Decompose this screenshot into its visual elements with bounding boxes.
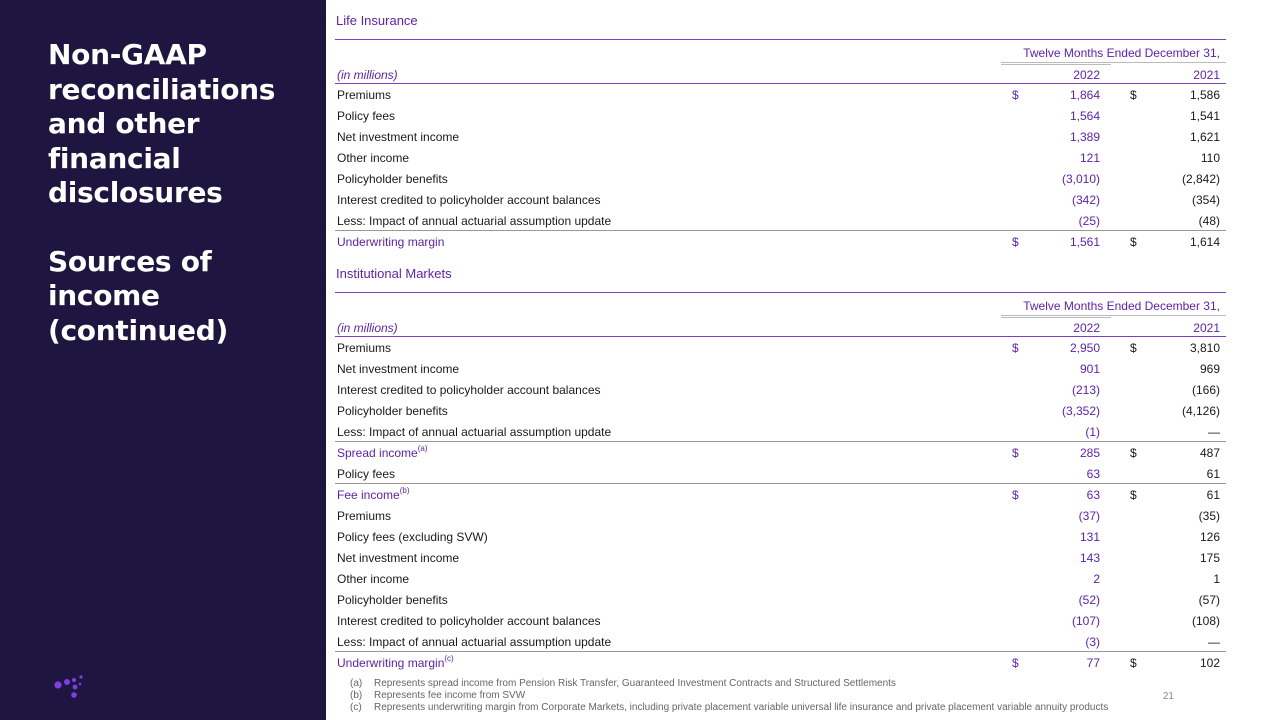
period-header <box>335 40 1226 63</box>
value-2021: (108) <box>1191 614 1220 628</box>
row-label: Policy fees <box>337 467 396 481</box>
dollar-sign-2021: $ <box>1130 88 1137 102</box>
value-2021: (2,842) <box>1181 172 1220 186</box>
row-label: Interest credited to policyholder account balances <box>337 193 601 207</box>
dollar-sign-2022: $ <box>1012 341 1019 355</box>
value-2022: (107) <box>1071 614 1100 628</box>
value-2022: (213) <box>1071 383 1100 397</box>
footnote <box>350 690 1108 702</box>
footnote-key: (c) <box>350 702 362 713</box>
value-2021: 175 <box>1199 551 1220 565</box>
value-2021: 61 <box>1206 488 1220 502</box>
value-2021: (354) <box>1191 193 1220 207</box>
table-row <box>335 337 1226 358</box>
value-2022: 901 <box>1079 362 1100 376</box>
slide-title <box>48 38 313 348</box>
table-row <box>335 210 1226 231</box>
title-line: disclosures <box>48 176 223 209</box>
table-row <box>335 631 1226 652</box>
row-label: Policy fees (excluding SVW) <box>337 530 488 544</box>
value-2021: (4,126) <box>1181 404 1220 418</box>
title-line: and other <box>48 107 200 140</box>
row-label: Interest credited to policyholder account balances <box>337 614 601 628</box>
row-label: Net investment income <box>337 362 460 376</box>
value-2022: 121 <box>1079 151 1100 165</box>
table-row <box>335 652 1226 673</box>
subtitle-line: income <box>48 279 160 312</box>
row-label: Less: Impact of annual actuarial assumption update <box>337 635 612 649</box>
table-row <box>335 547 1226 568</box>
row-label: Underwriting margin <box>337 235 445 249</box>
dollar-sign-2021: $ <box>1130 488 1137 502</box>
section-title-life-insurance: Life Insurance <box>336 13 418 28</box>
table-row <box>335 589 1226 610</box>
row-label: Premiums <box>337 88 392 102</box>
row-label: Spread income$^{(a)}$ <box>337 444 428 460</box>
row-label: Other income <box>337 151 410 165</box>
footnote-text: Represents fee income from SVW <box>374 690 526 701</box>
dollar-sign-2022: $ <box>1012 488 1019 502</box>
value-2021: — <box>1208 425 1220 439</box>
value-2022: (342) <box>1071 193 1100 207</box>
value-2021: 3,810 <box>1189 341 1220 355</box>
table-row <box>335 379 1226 400</box>
footnote-key: (a) <box>350 678 363 689</box>
footnote-ref: (a) <box>417 444 428 453</box>
table-row <box>335 168 1226 189</box>
value-2022: 63 <box>1086 488 1100 502</box>
value-2021: — <box>1208 635 1220 649</box>
table-row <box>335 484 1226 505</box>
value-2021: 126 <box>1199 530 1220 544</box>
value-2022: (52) <box>1078 593 1100 607</box>
dollar-sign-2022: $ <box>1012 656 1019 670</box>
value-2021: 102 <box>1199 656 1220 670</box>
value-2022: 1,389 <box>1069 130 1100 144</box>
dollar-sign-2022: $ <box>1012 446 1019 460</box>
footnotes <box>350 678 1108 714</box>
value-2022: (25) <box>1078 214 1100 228</box>
institutional-markets-table <box>335 292 1226 673</box>
footnote <box>350 702 1108 714</box>
footnote-text: Represents spread income from Pension Risk Transfer, Guaranteed Investment Contracts and Structured Settlements <box>374 678 896 689</box>
footnote-ref: (b) <box>399 486 410 495</box>
table-body <box>335 337 1226 673</box>
column-header-row <box>335 316 1226 337</box>
footnote-key: (b) <box>350 690 363 701</box>
value-2021: 110 <box>1200 151 1220 165</box>
table-row <box>335 442 1226 463</box>
period-header-label: Twelve Months Ended December 31, <box>1023 46 1220 60</box>
value-2021: (57) <box>1198 593 1220 607</box>
units-label: (in millions) <box>337 68 398 82</box>
row-label: Net investment income <box>337 130 460 144</box>
row-label: Premiums <box>337 509 392 523</box>
value-2022: 1,864 <box>1069 88 1100 102</box>
value-2022: 2,950 <box>1069 341 1100 355</box>
value-2022: (3,010) <box>1061 172 1100 186</box>
section-title-institutional-markets: Institutional Markets <box>336 266 452 281</box>
value-2022: 63 <box>1086 467 1100 481</box>
table-row <box>335 105 1226 126</box>
value-2021: 969 <box>1199 362 1220 376</box>
dollar-sign-2021: $ <box>1130 446 1137 460</box>
value-2021: 1,541 <box>1189 109 1220 123</box>
subtitle-line: Sources of <box>48 244 212 278</box>
table-row <box>335 568 1226 589</box>
value-2021: 61 <box>1206 467 1220 481</box>
table-row <box>335 358 1226 379</box>
row-label: Policyholder benefits <box>337 404 448 418</box>
dollar-sign-2022: $ <box>1012 88 1019 102</box>
dollar-sign-2021: $ <box>1130 341 1137 355</box>
table-row <box>335 126 1226 147</box>
footnote-text: Represents underwriting margin from Corporate Markets, including private placement variable universal life insurance and private placement variable annuity products <box>374 702 1109 713</box>
value-2022: 2 <box>1093 572 1100 586</box>
value-2022: 131 <box>1079 530 1100 544</box>
value-2021: 1 <box>1213 572 1220 586</box>
row-label: Net investment income <box>337 551 460 565</box>
title-line: reconciliations <box>48 72 276 106</box>
table-row <box>335 610 1226 631</box>
row-label: Premiums <box>337 341 392 355</box>
dollar-sign-2021: $ <box>1130 656 1137 670</box>
table-row <box>335 84 1226 105</box>
row-label: Less: Impact of annual actuarial assumption update <box>337 425 612 439</box>
value-2021: 1,614 <box>1189 235 1220 249</box>
row-label: Interest credited to policyholder account balances <box>337 383 601 397</box>
value-2022: 285 <box>1079 446 1100 460</box>
value-2021: 487 <box>1199 446 1220 460</box>
value-2021: 1,586 <box>1189 88 1220 102</box>
row-label: Less: Impact of annual actuarial assumption update <box>337 214 612 228</box>
sidebar-panel <box>0 0 326 720</box>
value-2021: (48) <box>1198 214 1220 228</box>
brand-logo-icon <box>54 674 88 700</box>
value-2022: 1,564 <box>1069 109 1100 123</box>
row-label: Policy fees <box>337 109 396 123</box>
footnote <box>350 678 1108 690</box>
table-row <box>335 189 1226 210</box>
value-2021: (35) <box>1198 509 1220 523</box>
value-2022: (3,352) <box>1061 404 1100 418</box>
col-2022-header: 2022 <box>1073 68 1100 82</box>
row-label: Fee income$^{(b)}$ <box>337 486 410 502</box>
life-insurance-table <box>335 39 1226 252</box>
col-2021-header: 2021 <box>1193 68 1220 82</box>
value-2022: 1,561 <box>1069 235 1100 249</box>
dollar-sign-2021: $ <box>1130 235 1137 249</box>
units-label: (in millions) <box>337 321 398 335</box>
table-row <box>335 505 1226 526</box>
row-label: Policyholder benefits <box>337 172 448 186</box>
row-label: Policyholder benefits <box>337 593 448 607</box>
value-2022: (37) <box>1078 509 1100 523</box>
table-row <box>335 400 1226 421</box>
value-2021: 1,621 <box>1189 130 1220 144</box>
col-2022-header: 2022 <box>1073 321 1100 335</box>
table-row <box>335 526 1226 547</box>
column-header-row <box>335 63 1226 84</box>
footnote-ref: (c) <box>444 654 454 663</box>
title-line: Non-GAAP <box>48 38 207 71</box>
dollar-sign-2022: $ <box>1012 235 1019 249</box>
value-2022: (3) <box>1085 635 1100 649</box>
value-2022: (1) <box>1085 425 1100 439</box>
main-content <box>335 0 1227 720</box>
value-2022: 77 <box>1086 656 1100 670</box>
page-number: 21 <box>1162 691 1174 702</box>
value-2022: 143 <box>1079 551 1100 565</box>
period-header <box>335 293 1226 316</box>
table-row <box>335 147 1226 168</box>
table-row <box>335 231 1226 252</box>
title-line: financial <box>48 141 181 175</box>
value-2021: (166) <box>1191 383 1220 397</box>
col-2021-header: 2021 <box>1193 321 1220 335</box>
row-label: Other income <box>337 572 410 586</box>
period-header-label: Twelve Months Ended December 31, <box>1023 299 1220 313</box>
subtitle-line: (continued) <box>48 313 228 347</box>
table-row <box>335 421 1226 442</box>
table-body <box>335 84 1226 252</box>
table-row <box>335 463 1226 484</box>
row-label: Underwriting margin$^{(c)}$ <box>337 654 454 670</box>
